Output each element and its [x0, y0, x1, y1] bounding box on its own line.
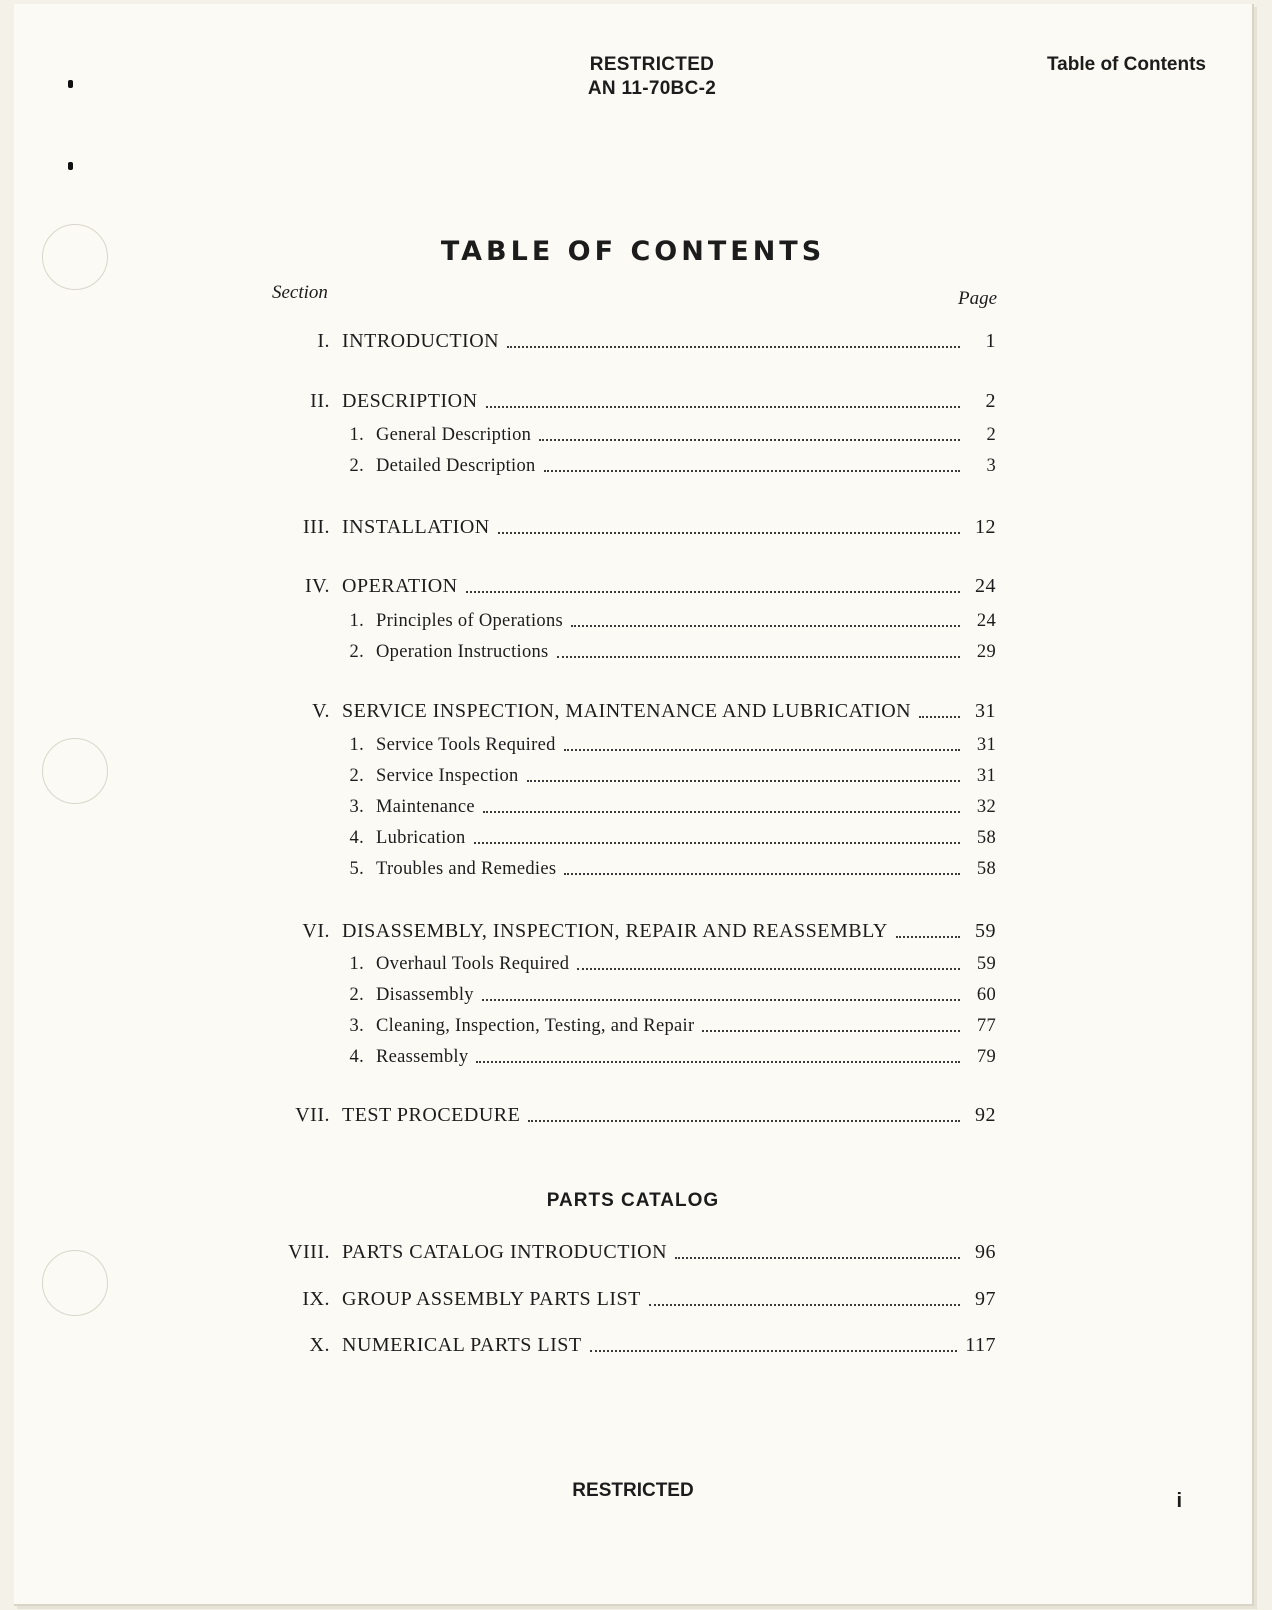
toc-entry-page: 96 [975, 1241, 996, 1263]
toc-entry-label: Service Inspection [376, 766, 519, 786]
toc-entry-page: 60 [976, 985, 996, 1005]
toc-entry-page: 29 [976, 642, 996, 662]
toc-entry-label: Operation Instructions [376, 642, 549, 662]
dot-leader [649, 1303, 960, 1306]
toc-entry-page: 32 [976, 797, 996, 817]
toc-entry-number: 2. [349, 642, 364, 662]
toc-subsection-entry [324, 1016, 996, 1037]
toc-entry-page: 31 [975, 700, 996, 722]
toc-entry-label: GROUP ASSEMBLY PARTS LIST [342, 1288, 641, 1310]
toc-subsection-entry [324, 1047, 996, 1068]
toc-section-entry [260, 700, 996, 723]
toc-entry-number: I. [317, 330, 330, 352]
punch-hole [42, 738, 108, 804]
toc-entry-label: Service Tools Required [376, 735, 556, 755]
toc-entry-number: 1. [349, 425, 364, 445]
toc-entry-label: Detailed Description [376, 456, 536, 476]
dot-leader [527, 779, 960, 782]
toc-subsection-entry [324, 735, 996, 756]
toc-entry-label: OPERATION [342, 575, 458, 597]
toc-entry-page: 92 [975, 1104, 996, 1126]
toc-entry-number: 3. [349, 797, 364, 817]
dot-leader [507, 345, 960, 348]
toc-entry-label: Lubrication [376, 828, 466, 848]
header-doc-number: AN 11-70BC-2 [587, 78, 717, 99]
toc-entry-page: 24 [975, 575, 996, 597]
dot-leader [539, 438, 960, 441]
toc-entry-label: General Description [376, 425, 532, 445]
toc-entry-number: VIII. [288, 1241, 330, 1263]
toc-entry-label: Reassembly [376, 1047, 469, 1067]
toc-entry-number: II. [310, 390, 330, 412]
toc-subsection-entry [324, 456, 996, 477]
toc-entry-number: X. [309, 1334, 330, 1356]
toc-entry-page: 12 [975, 516, 996, 538]
dot-leader [528, 1119, 960, 1122]
toc-subsection-entry [324, 797, 996, 818]
toc-entry-number: 5. [349, 859, 364, 879]
toc-entry-number: 3. [349, 1016, 364, 1036]
toc-entry-page: 58 [976, 859, 996, 879]
toc-subsection-entry [324, 642, 996, 663]
toc-subsection-entry [324, 985, 996, 1006]
dot-leader [483, 810, 960, 813]
toc-entry-page: 2 [986, 425, 996, 445]
header-corner-label: Table of Contents [1046, 54, 1206, 75]
toc-entry-label: DISASSEMBLY, INSPECTION, REPAIR AND REASSEMBLY [342, 920, 888, 942]
toc-section-entry [260, 920, 996, 943]
toc-entry-page: 58 [976, 828, 996, 848]
dot-leader [482, 998, 960, 1001]
margin-mark [68, 80, 73, 88]
dot-leader [675, 1256, 960, 1259]
toc-entry-label: NUMERICAL PARTS LIST [342, 1334, 582, 1356]
toc-entry-label: Cleaning, Inspection, Testing, and Repair [376, 1016, 695, 1036]
toc-entry-page: 3 [986, 456, 996, 476]
page-title: TABLE OF CONTENTS [440, 236, 826, 267]
toc-entry-number: 4. [349, 828, 364, 848]
toc-entry-label: SERVICE INSPECTION, MAINTENANCE AND LUBRICATION [342, 700, 912, 722]
toc-entry-label: DESCRIPTION [342, 390, 478, 412]
margin-mark [68, 162, 73, 170]
dot-leader [498, 531, 960, 534]
toc-entry-page: 1 [985, 330, 996, 352]
toc-subsection-entry [324, 766, 996, 787]
footer-classification: RESTRICTED [572, 1480, 694, 1501]
toc-entry-page: 59 [975, 920, 996, 942]
toc-entry-number: 2. [349, 985, 364, 1005]
toc-entry-number: 2. [349, 766, 364, 786]
toc-entry-label: Disassembly [376, 985, 474, 1005]
dot-leader [564, 748, 960, 751]
toc-section-entry [256, 1288, 996, 1311]
toc-subsection-entry [324, 954, 996, 975]
toc-subsection-entry [324, 828, 996, 849]
dot-leader [476, 1060, 960, 1063]
toc-entry-page: 79 [976, 1047, 996, 1067]
toc-entry-label: TEST PROCEDURE [342, 1104, 521, 1126]
toc-section-entry [260, 516, 996, 539]
toc-entry-page: 31 [976, 766, 996, 786]
toc-entry-number: 4. [349, 1047, 364, 1067]
toc-entry-number: VII. [295, 1104, 330, 1126]
page-number: i [1176, 1490, 1182, 1512]
header-classification: RESTRICTED [589, 54, 715, 75]
toc-entry-label: PARTS CATALOG INTRODUCTION [342, 1241, 668, 1263]
parts-catalog-heading: PARTS CATALOG [546, 1190, 720, 1211]
dot-leader [702, 1029, 960, 1032]
toc-entry-label: INTRODUCTION [342, 330, 500, 352]
dot-leader [466, 590, 960, 593]
dot-leader [590, 1349, 958, 1352]
toc-entry-page: 117 [965, 1334, 996, 1356]
toc-section-entry [260, 330, 996, 353]
toc-entry-label: Overhaul Tools Required [376, 954, 570, 974]
document-page [14, 4, 1254, 1606]
toc-entry-page: 97 [975, 1288, 996, 1310]
toc-entry-number: 1. [349, 954, 364, 974]
toc-entry-page: 31 [976, 735, 996, 755]
toc-entry-number: 1. [349, 735, 364, 755]
toc-subsection-entry [324, 425, 996, 446]
dot-leader [919, 715, 960, 718]
dot-leader [577, 967, 960, 970]
toc-section-entry [260, 390, 996, 413]
toc-entry-number: IV. [304, 575, 330, 597]
dot-leader [474, 841, 960, 844]
toc-subsection-entry [324, 611, 996, 632]
toc-entry-page: 59 [976, 954, 996, 974]
toc-entry-label: Troubles and Remedies [376, 859, 557, 879]
toc-section-entry [260, 575, 996, 598]
dot-leader [896, 935, 960, 938]
toc-subsection-entry [324, 859, 996, 880]
dot-leader [544, 469, 960, 472]
toc-entry-number: 2. [349, 456, 364, 476]
section-column-heading: Section [272, 282, 328, 303]
punch-hole [42, 1250, 108, 1316]
toc-section-entry [256, 1241, 996, 1264]
toc-entry-label: Principles of Operations [376, 611, 564, 631]
toc-entry-number: VI. [302, 920, 330, 942]
dot-leader [557, 655, 960, 658]
toc-entry-number: 1. [349, 611, 364, 631]
toc-section-entry [256, 1334, 996, 1357]
dot-leader [486, 405, 960, 408]
toc-entry-page: 24 [976, 611, 996, 631]
toc-entry-label: Maintenance [376, 797, 475, 817]
toc-entry-number: IX. [302, 1288, 330, 1310]
toc-entry-label: INSTALLATION [342, 516, 490, 538]
toc-entry-number: III. [303, 516, 330, 538]
toc-section-entry [260, 1104, 996, 1127]
dot-leader [571, 624, 960, 627]
dot-leader [564, 872, 960, 875]
toc-entry-page: 77 [976, 1016, 996, 1036]
toc-entry-number: V. [312, 700, 330, 722]
page-column-heading: Page [958, 288, 998, 309]
toc-entry-page: 2 [985, 390, 996, 412]
